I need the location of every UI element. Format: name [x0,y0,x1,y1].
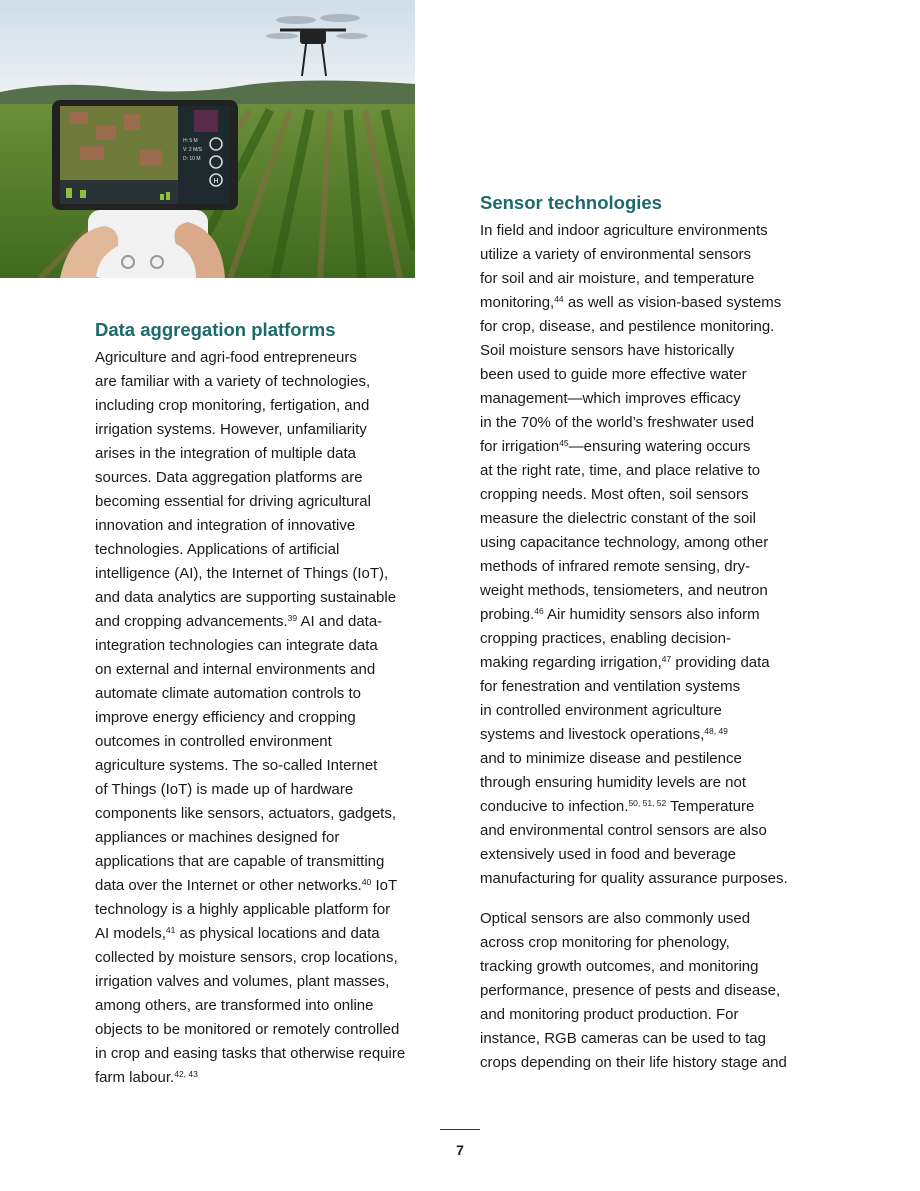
citation-ref: 45 [559,438,569,448]
text-line: management—which improves efficacy [480,390,741,407]
text-line: across crop monitoring for phenology, [480,934,730,951]
text-line: measure the dielectric constant of the soil [480,510,756,527]
citation-ref: 50, 51, 52 [628,798,667,808]
text-line: applications that are capable of transmitting [95,853,385,870]
citation-ref: 46 [534,606,544,616]
text-line: appliances or machines designed for [95,829,340,846]
citation-ref: 47 [661,654,672,664]
text-line: outcomes in controlled environment [95,733,332,750]
text-line: in crop and easing tasks that otherwise require [95,1045,406,1062]
text-line: using capacitance technology, among other [480,534,769,551]
text-line: cropping needs. Most often, soil sensors [480,486,749,503]
text-line: becoming essential for driving agricultural [95,493,371,510]
text-line: at the right rate, time, and place relative to [480,462,761,479]
paragraph-sensor-1 [480,219,840,891]
text-line: AI models,$^{41}$ as physical locations and data [95,925,380,942]
text-line: in controlled environment agriculture [480,702,722,719]
text-line: for fenestration and ventilation systems [480,678,741,695]
text-line: objects to be monitored or remotely controlled [95,1021,400,1038]
text-line: on external and internal environments and [95,661,376,678]
text-line: weight methods, tensiometers, and neutron [480,582,768,599]
text-line: been used to guide more effective water [480,366,747,383]
text-line: technologies. Applications of artificial [95,541,340,558]
text-line: probing.$^{46}$ Air humidity sensors also inform [480,606,760,623]
text-line: Agriculture and agri-food entrepreneurs [95,349,357,366]
text-line: tracking growth outcomes, and monitoring [480,958,759,975]
text-line: instance, RGB cameras can be used to tag [480,1030,766,1047]
text-line: arises in the integration of multiple data [95,445,356,462]
text-line: are familiar with a variety of technologies, [95,373,371,390]
text-line: and cropping advancements.$^{39}$ AI and data- [95,613,383,630]
text-line: for crop, disease, and pestilence monitoring. [480,318,775,335]
text-line: In field and indoor agriculture environments [480,222,768,239]
text-line: intelligence (AI), the Internet of Things (IoT), [95,565,389,582]
text-line: collected by moisture sensors, crop locations, [95,949,398,966]
text-line: farm labour.$^{42, 43}$ [95,1069,198,1086]
svg-text:V: 2 M/S: V: 2 M/S [183,147,202,153]
controller-tablet [52,100,238,210]
text-line: irrigation systems. However, unfamiliarity [95,421,367,438]
column-sensor-technologies [480,190,840,1075]
hero-photo [0,0,415,278]
svg-text:D: 10 M: D: 10 M [183,156,201,162]
text-line: irrigation valves and volumes, plant masses, [95,973,390,990]
text-line: utilize a variety of environmental sensors [480,246,751,263]
citation-ref: 41 [165,925,176,935]
paragraph-sensor-2 [480,907,840,1075]
text-line: agriculture systems. The so-called Internet [95,757,378,774]
page-number: 7 [456,1142,464,1158]
text-line: extensively used in food and beverage [480,846,737,863]
text-line: in the 70% of the world’s freshwater used [480,414,755,431]
text-line: and environmental control sensors are also [480,822,767,839]
footer-rule [440,1129,480,1130]
text-line: technology is a highly applicable platform for [95,901,391,918]
text-line: monitoring,$^{44}$ as well as vision-based systems [480,294,782,311]
screen-h-button: H [213,178,219,185]
text-line: and to minimize disease and pestilence [480,750,742,767]
citation-ref: 39 [287,613,298,623]
text-line: innovation and integration of innovative [95,517,356,534]
text-line: integration technologies can integrate data [95,637,378,654]
text-line: for soil and air moisture, and temperature [480,270,755,287]
text-line: and data analytics are supporting sustainable [95,589,397,606]
text-line: Soil moisture sensors have historically [480,342,735,359]
text-line: conducive to infection.$^{50, 51, 52}$ Temperature [480,798,755,815]
text-line: components like sensors, actuators, gadgets, [95,805,396,822]
text-line: crops depending on their life history stage and [480,1054,787,1071]
citation-ref: 48, 49 [704,726,728,736]
text-line: sources. Data aggregation platforms are [95,469,363,486]
text-line: automate climate automation controls to [95,685,361,702]
citation-ref: 40 [361,877,372,887]
svg-text:H: 5 M: H: 5 M [183,138,198,144]
text-line: Optical sensors are also commonly used [480,910,751,927]
text-line: and monitoring product production. For [480,1006,739,1023]
text-line: data over the Internet or other networks.$^{40}$ IoT [95,877,398,894]
text-line: of Things (IoT) is made up of hardware [95,781,354,798]
text-line: through ensuring humidity levels are not [480,774,746,791]
column-data-aggregation [95,317,445,1090]
text-line: cropping practices, enabling decision- [480,630,731,647]
heading-sensor-technologies: Sensor technologies [480,192,662,213]
paragraph-data-aggregation [95,346,445,1090]
text-line: among others, are transformed into online [95,997,374,1014]
text-line: including crop monitoring, fertigation, and [95,397,370,414]
text-line: methods of infrared remote sensing, dry- [480,558,751,575]
citation-ref: 44 [554,294,564,304]
text-line: making regarding irrigation,$^{47}$ providing data [480,654,770,671]
heading-data-aggregation: Data aggregation platforms [95,319,336,340]
citation-ref: 42, 43 [174,1069,198,1079]
text-line: systems and livestock operations,$^{48, 49}$ [480,726,728,743]
text-line: performance, presence of pests and disease, [480,982,781,999]
text-line: improve energy efficiency and cropping [95,709,356,726]
text-line: for irrigation$^{45}$—ensuring watering occurs [480,438,751,455]
text-line: manufacturing for quality assurance purposes. [480,870,788,887]
